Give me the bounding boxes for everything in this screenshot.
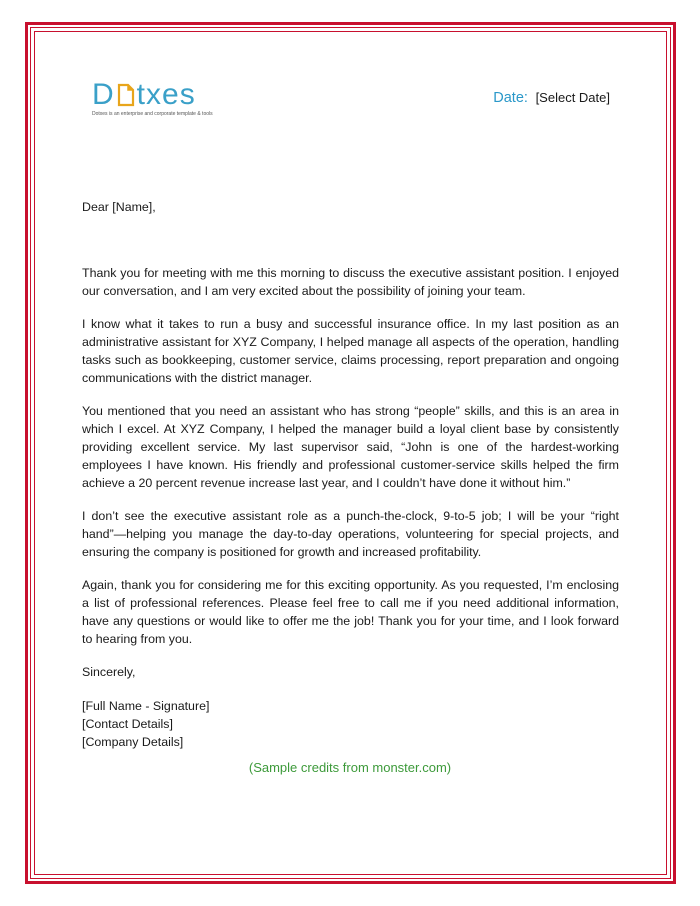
signature-contact: [Contact Details] [82,717,173,731]
date-field [493,90,610,106]
paragraph-4: I don’t see the executive assistant role as a punch-the-clock, 9-to-5 job; I will be your “right hand”—helping you manage the day-to-day operations, volunteering for special projects, and ensuring the company is positioned for growth and increased profitability. [82,509,619,559]
sample-credits: (Sample credits from monster.com) [248,760,452,775]
closing: Sincerely, [82,665,136,679]
signature-company: [Company Details] [82,735,184,749]
logo-wordmark [92,80,212,110]
paragraph-1: Thank you for meeting with me this morning to discuss the executive assistant position. I enjoyed our conversation, and I am very excited about the possibility of joining your team. [82,266,619,298]
logo-tagline: Dotxes is an enterprise and corporate template & tools [92,111,213,117]
letter-body [82,198,619,751]
logo-letter-d: D [92,78,115,111]
signature-name: [Full Name - Signature] [82,699,210,713]
paragraph-5: Again, thank you for considering me for this exciting opportunity. As you requested, I’m enclosing a list of professional references. Please feel free to call me if you need additional information, have any questions or would like to offer me the job! Thank you for your time, and I look forward to hearing from you. [82,578,619,646]
date-value[interactable]: [Select Date] [535,90,610,105]
logo-letters-tx: tx [136,78,163,111]
salutation: Dear [Name], [82,200,156,214]
date-label: Date: [493,90,528,106]
paragraph-3: You mentioned that you need an assistant who has strong “people” skills, and this is an area in which I excel. At XYZ Company, I helped the manager build a loyal client base by consistently providing excellent service. My last supervisor said, “John is one of the hardest-working employees I have known. His friendly and professional customer-service skills helped the firm achieve a 20 percent revenue increase last year, and I couldn’t have done it without him.” [82,404,619,490]
document-icon [116,83,136,107]
logo-letters-es: es [162,78,196,111]
dotxes-logo [92,80,212,120]
paragraph-2: I know what it takes to run a busy and successful insurance office. In my last position as an administrative assistant for XYZ Company, I helped manage all aspects of the operation, handling tasks such as bookkeeping, customer service, claims processing, report preparation and ongoing communications with the district manager. [82,317,619,385]
